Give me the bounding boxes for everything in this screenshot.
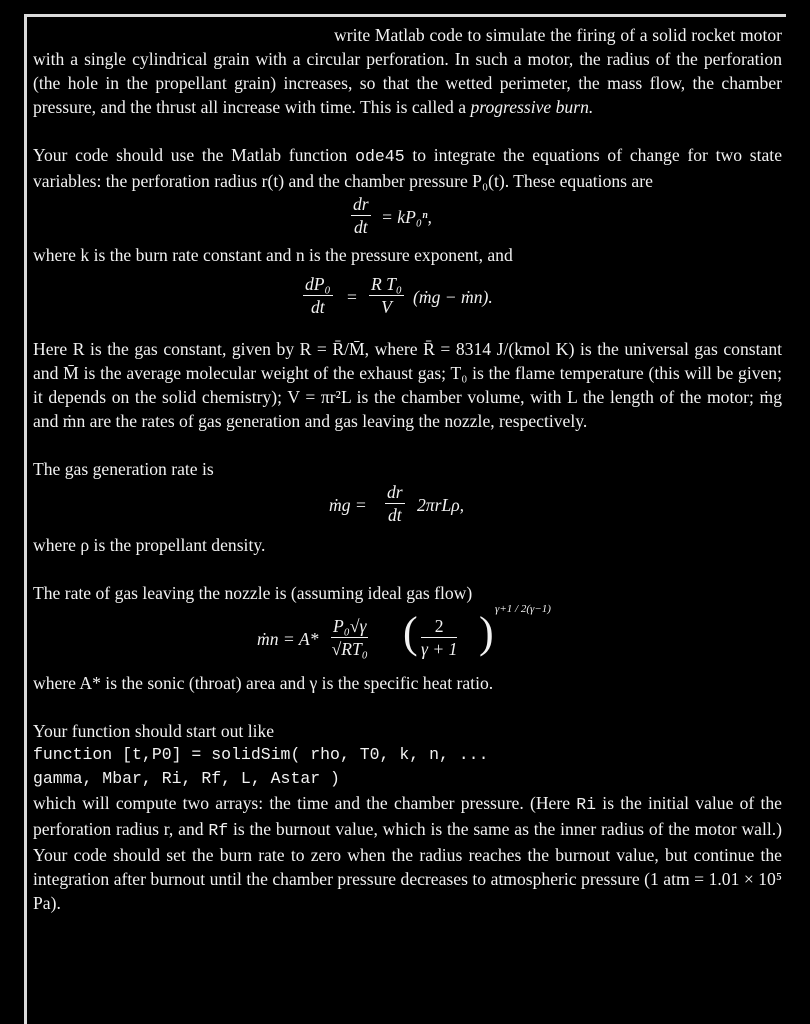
eq2-lhs-denominator: dt [310, 297, 325, 317]
code-line-1: function [t,P0] = solidSim( rho, T0, k, n, ... [33, 745, 489, 764]
where-rho-text: where ρ is the propellant density. [33, 535, 266, 555]
nozzle-rate-text: The rate of gas leaving the nozzle is (assuming ideal gas flow) [33, 583, 473, 603]
eq3-tail: 2πrLρ, [417, 495, 465, 515]
function-intro-text: Your function should start out like [33, 721, 275, 741]
eq2-rhs-denominator: V [381, 297, 392, 317]
eq4-exponent: γ+1 / 2(γ−1) [495, 603, 551, 615]
where-k-text: where k is the burn rate constant and n is the pressure exponent, and [33, 245, 513, 265]
eq4-inner-denominator: γ + 1 [421, 639, 458, 659]
final-a: which will compute two arrays: the time and the chamber pressure. (Here [33, 793, 577, 813]
equation-mdot-g [33, 481, 782, 533]
eq4-inner-numerator: 2 [421, 615, 457, 638]
ode45-code: ode45 [355, 147, 405, 166]
ode45-before: Your code should use the Matlab function [33, 145, 356, 165]
intro-line1: write Matlab code to simulate the firing of a solid rocket [334, 25, 736, 45]
equation-dp-dt [33, 273, 782, 327]
eq1-denominator: dt [353, 217, 368, 237]
eq2-rhs-tail: (ṁg − ṁn). [413, 287, 493, 307]
final-paragraph [33, 791, 782, 915]
ode45-paragraph [33, 143, 782, 193]
generation-rate-text: The gas generation rate is [33, 459, 214, 479]
final-b: is the initial value of the perforation radius r, and [33, 793, 782, 839]
eq2-rhs-numerator: R T₀ [371, 274, 403, 294]
eq3-numerator: dr [387, 482, 403, 502]
intro-paragraph [33, 23, 782, 119]
progressive-burn: progressive burn. [470, 97, 594, 117]
ode45-after: to integrate the equations of change for two state variables: the perforation radius r(t) and the chamber pressure P₀(t). These equations are [33, 145, 782, 191]
problem-page [24, 14, 786, 1024]
problem-text [33, 17, 782, 915]
eq1-rhs: = kP₀ⁿ, [381, 207, 432, 227]
eq4-denominator: √RT₀ [331, 639, 368, 659]
eq3-denominator: dt [387, 505, 402, 525]
eq3-lhs: ṁg = [329, 495, 367, 515]
eq4-right-paren: ) [479, 608, 494, 657]
code-line-2: gamma, Mbar, Ri, Rf, L, Astar ) [33, 769, 340, 788]
eq1-numerator: dr [353, 194, 369, 214]
rf-code: Rf [208, 821, 229, 840]
eq4-numerator: P₀√γ [333, 616, 367, 636]
final-c: is the burnout value, which is the same as the inner radius of the motor wall.) Your code should set the burn rate to zero when the radius reaches the burnout value, but continue the integration after burnout until the chamber pressure decreases to atmospheric pressure (1 atm = 1.01 × 10⁵ Pa). [33, 819, 782, 913]
ri-code: Ri [576, 795, 597, 814]
equation-dr-dt [33, 193, 782, 243]
gas-constant-paragraph: Here R is the gas constant, given by R = R̄/M̄, where R̄ = 8314 J/(kmol K) is the universal gas constant and M̄ is the average molecular weight of the exhaust gas; T₀ is the flame temperature (this will be given; it depends on the solid chemistry); V = πr²L is the chamber volume, with L the length of the motor; ṁg and ṁn are the rates of gas generation and gas leaving the nozzle, respectively. [33, 339, 782, 431]
equation-mdot-n [33, 605, 782, 671]
eq4-lhs: ṁn = A* [257, 629, 319, 649]
where-astar-text: where A* is the sonic (throat) area and γ is the specific heat ratio. [33, 673, 494, 693]
eq2-equals: = [347, 287, 357, 307]
eq2-lhs-numerator: dP₀ [305, 274, 331, 294]
eq4-left-paren: ( [403, 608, 418, 657]
intro-rest: motor with a single cylindrical grain with a circular perforation. In such a motor, the radius of the perforation (the hole in the propellant grain) increases, so that the wetted perimeter, the mass flow, the chamber pressure, and the thrust all increase with time. This is called a [33, 25, 782, 117]
